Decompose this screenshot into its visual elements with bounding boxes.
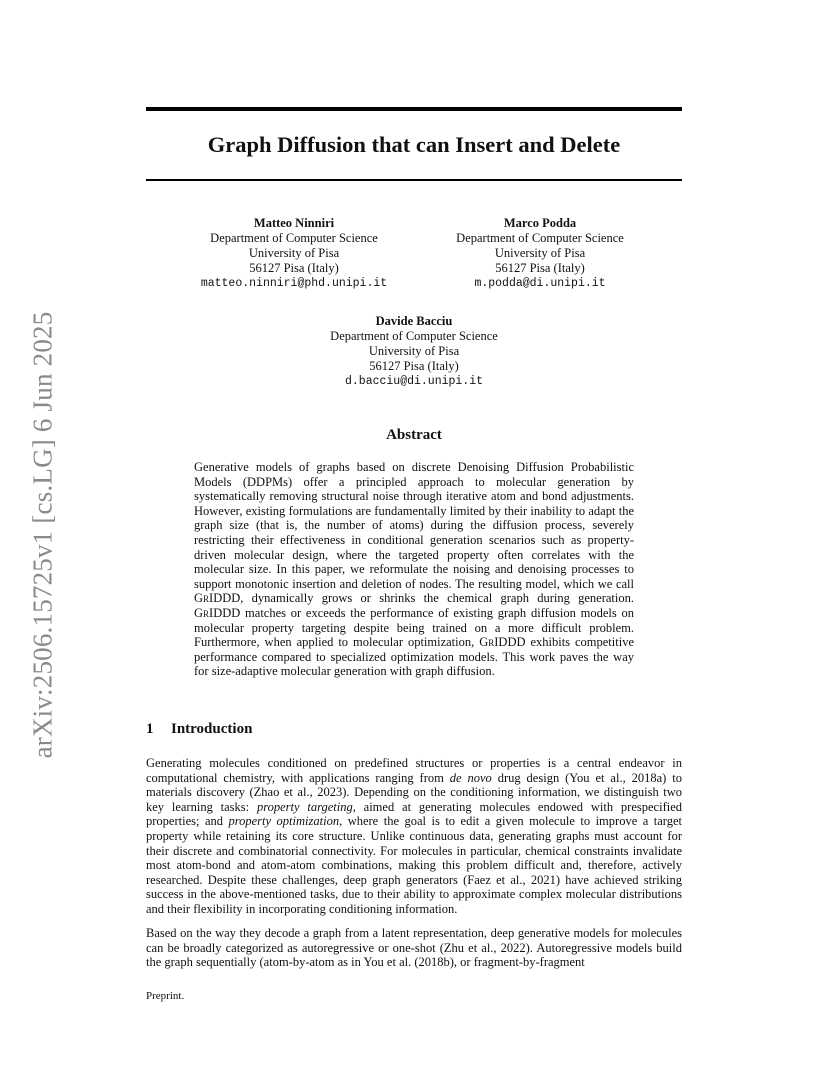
intro-emphasis: property targeting bbox=[256, 799, 353, 814]
abstract-heading: Abstract bbox=[386, 427, 442, 443]
author-email: m.podda@di.unipi.it bbox=[474, 277, 606, 290]
intro-paragraph-2: Based on the way they decode a graph from a latent representation, deep generative models for molecules can be broadly categorized as autoregressive or one-shot (Zhu et al., 2022). Autoregressive models build the graph sequentially (atom-by-atom as in You et al. (2018b), or fragment-by-fragment bbox=[146, 926, 682, 970]
author-name: Marco Podda bbox=[503, 216, 577, 230]
title-top-rule bbox=[146, 107, 682, 111]
author-email: matteo.ninniri@phd.unipi.it bbox=[200, 277, 388, 290]
model-name: GrIDDD bbox=[194, 605, 241, 620]
author-email: d.bacciu@di.unipi.it bbox=[344, 375, 484, 388]
model-name: GrIDDD bbox=[479, 635, 526, 650]
author-city: 56127 Pisa (Italy) bbox=[495, 261, 585, 275]
author-university: University of Pisa bbox=[368, 344, 460, 358]
author-block-3 bbox=[314, 314, 514, 389]
abstract-text-part: Generative models of graphs based on discrete Denoising Diffusion Probabilistic Models (DDPMs) offer a principled approach to molecular generation by systematically removing structural noise through iterative atom and bond adjustments. However, existing formulations are fundamentally limited by their inability to adapt the graph size (that is, the number of atoms) during the diffusion process, severely restricting their effectiveness in conditional generation scenarios such as property-driven molecular design, where the targeted property often correlates with the molecular size. In this paper, we reformulate the noising and denoising processes to support monotonic insertion and deletion of nodes. The resulting model, which we call bbox=[194, 460, 634, 591]
abstract-text-part: matches or exceeds the performance of existing graph diffusion models on molecular property targeting despite being trained on a more difficult problem. Furthermore, when applied to molecular optimization, bbox=[194, 605, 634, 650]
author-university: University of Pisa bbox=[248, 246, 340, 260]
intro-text: , aimed at generating molecules endowed with prespecified properties; and bbox=[146, 799, 682, 829]
intro-paragraph-1 bbox=[146, 756, 682, 917]
author-department: Department of Computer Science bbox=[330, 329, 498, 343]
footer-preprint-note: Preprint. bbox=[146, 990, 185, 1002]
intro-text: drug design (You et al., 2018a) to materials discovery (Zhao et al., 2023). Depending on the conditioning information, we distinguish two key learning tasks: bbox=[146, 770, 682, 814]
intro-text: , where the goal is to edit a given molecule to improve a target property while retaining its core structure. Unlike continuous data, generating graphs must account for their discrete and combinatorial connectivity. For molecules in particular, chemical constraints invalidate most atom-bond and atom-atom combinations, making this problem difficult and, therefore, actively researched. Despite these challenges, deep graph generators (Faez et al., 2021) have achieved striking success in the above-mentioned tasks, due to their ability to approximate complex molecular distributions and their flexibility in incorporating conditioning information. bbox=[146, 814, 682, 916]
model-name: GrIDDD bbox=[194, 591, 241, 606]
abstract-text bbox=[194, 460, 634, 679]
section-number: 1 bbox=[146, 721, 154, 737]
abstract-text-part: exhibits competitive performance compared to specialized optimization models. This work paves the way for size-adaptive molecular generation with graph diffusion. bbox=[194, 635, 635, 679]
intro-emphasis: property optimization bbox=[228, 814, 340, 829]
author-name: Matteo Ninniri bbox=[253, 216, 335, 230]
author-university: University of Pisa bbox=[494, 246, 586, 260]
author-department: Department of Computer Science bbox=[210, 231, 378, 245]
section-heading-introduction bbox=[146, 720, 682, 738]
paper-title: Graph Diffusion that can Insert and Delete bbox=[207, 132, 621, 157]
intro-emphasis: de novo bbox=[449, 770, 492, 785]
abstract-text-part: , dynamically grows or shrinks the chemical graph during generation. bbox=[240, 591, 634, 606]
author-city: 56127 Pisa (Italy) bbox=[369, 359, 459, 373]
author-department: Department of Computer Science bbox=[456, 231, 624, 245]
author-block-2 bbox=[440, 216, 640, 291]
intro-text: Generating molecules conditioned on predefined structures or properties is a central endeavor in computational chemistry, with applications ranging from bbox=[146, 756, 682, 785]
section-title: Introduction bbox=[171, 721, 253, 737]
author-name: Davide Bacciu bbox=[375, 314, 453, 328]
arxiv-identifier-stamp: arXiv:2506.15725v1 [cs.LG] 6 Jun 2025 bbox=[27, 311, 58, 759]
title-bottom-rule bbox=[146, 179, 682, 181]
author-block-1 bbox=[194, 216, 394, 291]
author-city: 56127 Pisa (Italy) bbox=[249, 261, 339, 275]
